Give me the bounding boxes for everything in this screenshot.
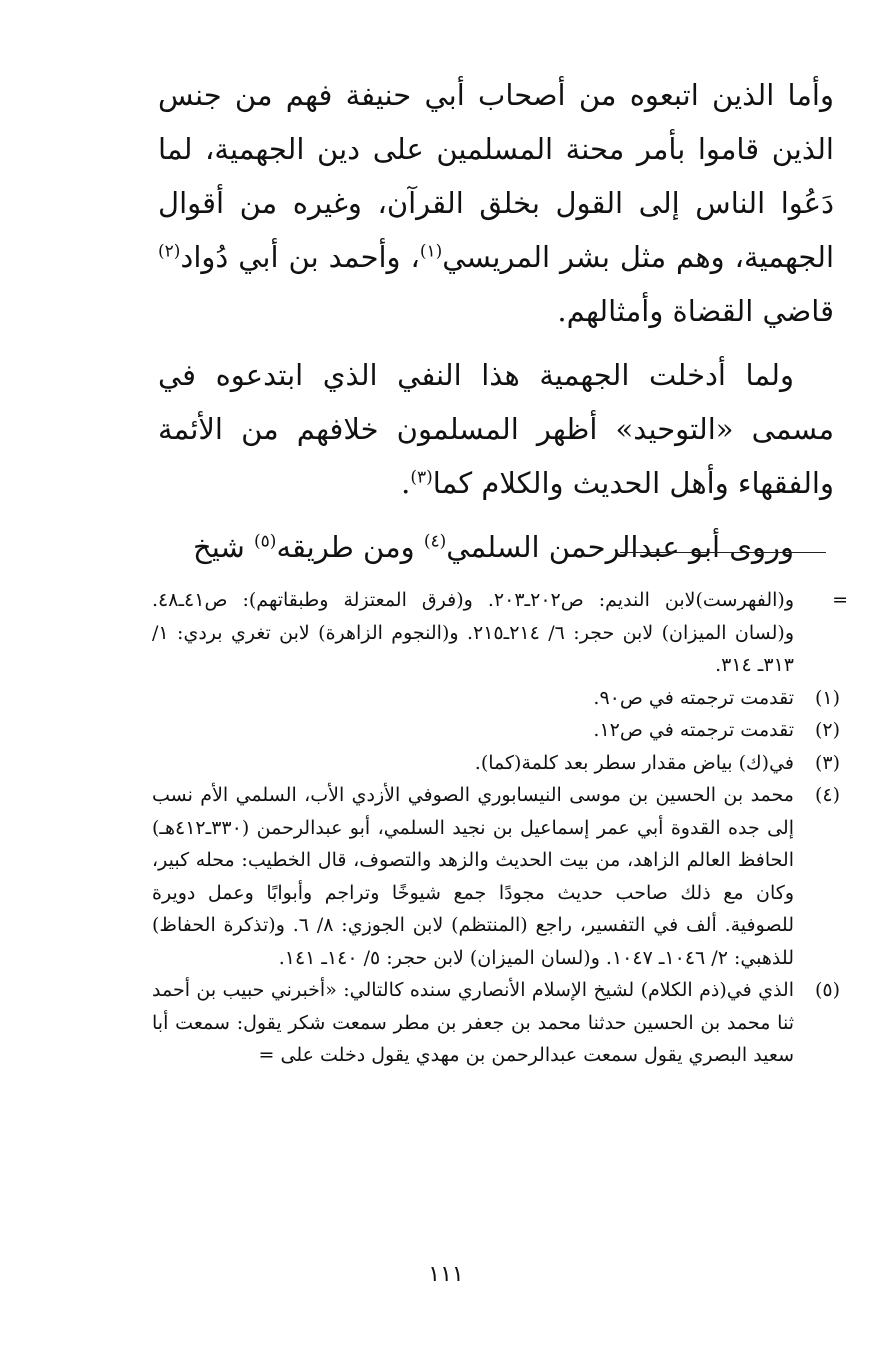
footnote-ref-1[interactable]: (١): [419, 241, 443, 262]
footnote-4: [152, 779, 840, 974]
footnote-ref-4[interactable]: (٤): [423, 531, 447, 552]
paragraph-1: [158, 68, 834, 338]
footnote-text: الذي في(ذم الكلام) لشيخ الإسلام الأنصاري سنده كالتالي: «أخبرني حبيب بن أحمد ثنا محمد بن الحسين حدثنا محمد بن جعفر بن مطر سمعت شكر يقول: سمعت أبا سعيد البصري يقول سمعت عبدالرحمن بن مهدي يقول دخلت على =: [152, 979, 794, 1066]
paragraph-3-text: وروى أبو عبدالرحمن السلمي: [446, 530, 794, 564]
paragraph-2-text: ولما أدخلت الجهمية هذا النفي الذي ابتدعوه في مسمى «التوحيد» أظهر المسلمون خلافهم من الأئمة والفقهاء وأهل الحديث والكلام كما: [158, 358, 834, 500]
footnote-5: [152, 974, 840, 1072]
footnote-ref-5[interactable]: (٥): [254, 531, 277, 552]
footnote-number: (٣): [814, 751, 840, 774]
paragraph-3-middle: ومن طريقه: [276, 530, 424, 564]
footnote-text: تقدمت ترجمته في ص١٢.: [593, 719, 794, 741]
page-number: ١١١: [428, 1262, 464, 1287]
paragraph-1-text: وأما الذين اتبعوه من أصحاب أبي حنيفة فهم من جنس الذين قاموا بأمر محنة المسلمين على دين الجهمية، لما دَعُوا الناس إلى القول بخلق القرآن، وغيره من أقوال الجهمية، وهم مثل بشر المريسي: [158, 78, 835, 274]
paragraph-1-end: قاضي القضاة وأمثالهم.: [557, 294, 834, 328]
footnote-number: (٥): [814, 979, 840, 1001]
footnote-1: [152, 682, 840, 715]
footnotes-section: [152, 584, 848, 1072]
footnote-ref-2[interactable]: (٢): [158, 241, 181, 262]
footnote-ref-3[interactable]: (٣): [410, 467, 433, 488]
footnote-text: في(ك) بياض مقدار سطر بعد كلمة(كما).: [474, 751, 794, 774]
footnote-3: [152, 747, 840, 780]
footnote-text: و(الفهرست)لابن النديم: ص٢٠٢ـ٢٠٣. و(فرق المعتزلة وطبقاتهم): ص٤١ـ٤٨. و(لسان الميزان) لابن حجر: ٦/ ٢١٤ـ٢١٥. و(النجوم الزاهرة) لابن تغري بردي: ١/ ٣١٣ـ ٣١٤.: [152, 589, 794, 676]
footnote-text: تقدمت ترجمته في ص٩٠.: [593, 686, 794, 709]
footnote-number: (٤): [814, 784, 840, 806]
footnote-continued: [152, 584, 848, 682]
paragraph-2-end: .: [401, 466, 411, 500]
footnote-text: محمد بن الحسين بن موسى النيسابوري الصوفي الأزدي الأب، السلمي الأم نسب إلى جده القدوة أبي عمر إسماعيل بن نجيد السلمي، أبو عبدالرحمن (٣٣٠ـ٤١٢هـ) الحافظ العالم الزاهد، من بيت الحديث والزهد والتصوف، قال الخطيب: محله كبير، وكان مع ذلك صاحب حديث مجودًا جمع شيوخًا وتراجم وأبوابًا وعمل دويرة للصوفية. ألف في التفسير، راجع (المنتظم) لابن الجوزي: ٨/ ٦. و(تذكرة الحفاظ) للذهبي: ٢/ ١٠٤٦ـ ١٠٤٧. و(لسان الميزان) لابن حجر: ٥/ ١٤٠ـ ١٤١.: [152, 784, 794, 969]
paragraph-3: [158, 520, 834, 574]
footnote-2: [152, 714, 840, 747]
footnote-number: (٢): [814, 719, 840, 741]
main-text: [158, 68, 834, 584]
paragraph-3-end: شيخ: [193, 530, 255, 564]
paragraph-1-middle: ، وأحمد بن أبي دُواد: [180, 240, 420, 274]
footnote-divider: [620, 552, 826, 553]
footnote-number: (١): [814, 686, 840, 709]
footnote-number: =: [832, 589, 848, 611]
paragraph-2: [158, 348, 834, 510]
